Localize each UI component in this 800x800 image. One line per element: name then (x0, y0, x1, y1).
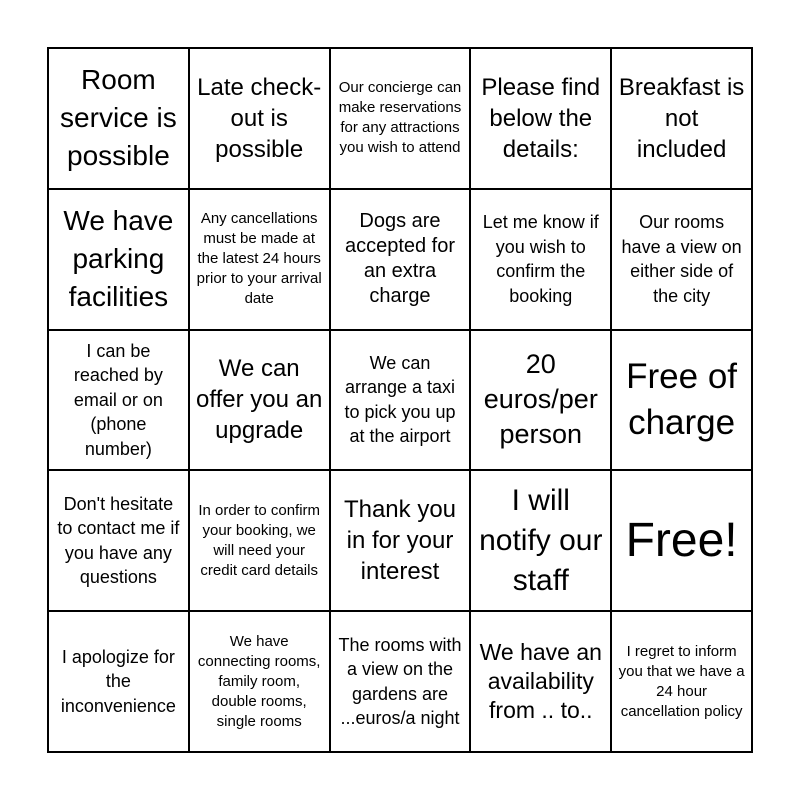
bingo-cell-r3c4[interactable]: 20 euros/per person (471, 331, 612, 472)
bingo-cell-r1c2[interactable]: Late check-out is possible (190, 49, 331, 190)
bingo-cell-r2c1[interactable]: We have parking facilities (49, 190, 190, 331)
bingo-cell-r2c2[interactable]: Any cancellations must be made at the latest 24 hours prior to your arrival date (190, 190, 331, 331)
bingo-cell-r2c4[interactable]: Let me know if you wish to confirm the booking (471, 190, 612, 331)
bingo-cell-r4c5[interactable]: Free! (612, 471, 753, 612)
bingo-cell-r1c3[interactable]: Our concierge can make reservations for any attractions you wish to attend (331, 49, 472, 190)
bingo-cell-r3c2[interactable]: We can offer you an upgrade (190, 331, 331, 472)
bingo-cell-r5c4[interactable]: We have an availability from .. to.. (471, 612, 612, 753)
bingo-cell-r1c4[interactable]: Please find below the details: (471, 49, 612, 190)
bingo-cell-r4c4[interactable]: I will notify our staff (471, 471, 612, 612)
bingo-board (47, 47, 753, 753)
bingo-cell-r1c5[interactable]: Breakfast is not included (612, 49, 753, 190)
bingo-cell-r3c3[interactable]: We can arrange a taxi to pick you up at the airport (331, 331, 472, 472)
bingo-cell-r5c5[interactable]: I regret to inform you that we have a 24 hour cancellation policy (612, 612, 753, 753)
bingo-cell-r2c5[interactable]: Our rooms have a view on either side of the city (612, 190, 753, 331)
bingo-cell-r5c1[interactable]: I apologize for the inconvenience (49, 612, 190, 753)
bingo-cell-r5c3[interactable]: The rooms with a view on the gardens are ...euros/a night (331, 612, 472, 753)
bingo-cell-r1c1[interactable]: Room service is possible (49, 49, 190, 190)
bingo-cell-r4c1[interactable]: Don't hesitate to contact me if you have any questions (49, 471, 190, 612)
bingo-cell-r5c2[interactable]: We have connecting rooms, family room, double rooms, single rooms (190, 612, 331, 753)
bingo-cell-r4c3[interactable]: Thank you in for your interest (331, 471, 472, 612)
bingo-cell-r3c1[interactable]: I can be reached by email or on (phone number) (49, 331, 190, 472)
bingo-cell-r4c2[interactable]: In order to confirm your booking, we will need your credit card details (190, 471, 331, 612)
bingo-cell-r2c3[interactable]: Dogs are accepted for an extra charge (331, 190, 472, 331)
bingo-cell-r3c5[interactable]: Free of charge (612, 331, 753, 472)
